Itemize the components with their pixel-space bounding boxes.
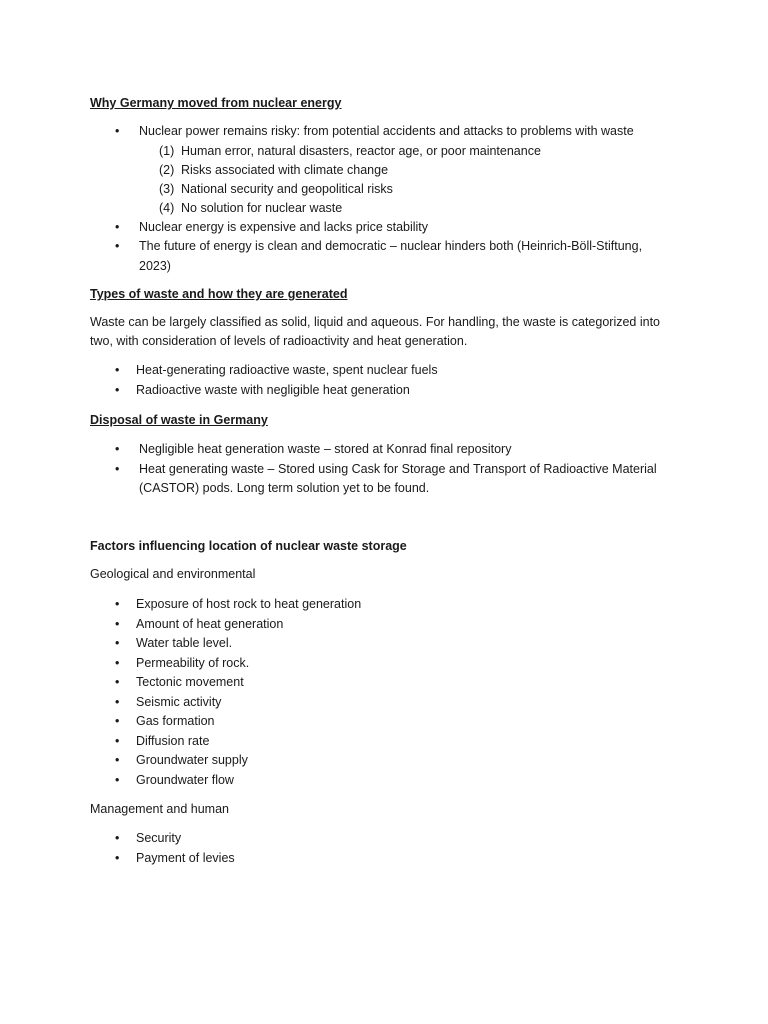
- list-item: [0, 595, 656, 615]
- bullet-icon: •: [115, 772, 120, 787]
- list-item: [139, 199, 659, 218]
- list-item-text: Groundwater supply: [136, 753, 248, 767]
- list-item-text: No solution for nuclear waste: [181, 200, 343, 215]
- list-item-text: Seismic activity: [136, 694, 222, 709]
- list-item: [0, 460, 659, 499]
- subsection-label-management: Management and human: [90, 802, 229, 816]
- list-item-text: Nuclear power remains risky: from potential accidents and attacks to problems with waste: [139, 124, 634, 138]
- list-item-text: Heat generating waste – Stored using Cask for Storage and Transport of Radioactive Material (CASTOR) pods. Long term solution yet to be found.: [139, 461, 657, 495]
- list-item: [0, 218, 659, 238]
- list-item-text: Diffusion rate: [136, 733, 210, 748]
- waste-types-list: [0, 361, 656, 400]
- list-number: (1): [159, 143, 175, 158]
- list-item: [0, 771, 656, 791]
- numbered-sublist: [139, 142, 659, 218]
- bullet-icon: •: [115, 461, 120, 476]
- waste-classification-paragraph: Waste can be largely classified as solid, liquid and aqueous. For handling, the waste is categorized into two, with consideration of levels of radioactivity and heat generation.: [90, 315, 661, 348]
- list-item: [139, 161, 659, 180]
- list-item-text: Risks associated with climate change: [181, 162, 389, 177]
- bullet-icon: •: [115, 363, 120, 377]
- list-item: [139, 180, 659, 199]
- list-item: [0, 440, 659, 460]
- bullet-icon: •: [115, 239, 120, 253]
- bullet-icon: •: [115, 733, 120, 748]
- bullet-icon: •: [115, 616, 120, 631]
- list-item: [0, 751, 656, 771]
- list-item: [0, 654, 656, 674]
- list-item: [0, 615, 656, 635]
- list-number: (4): [159, 200, 175, 215]
- list-item-text: Nuclear energy is expensive and lacks price stability: [139, 219, 429, 234]
- list-item: [0, 673, 656, 693]
- bullet-icon: •: [115, 597, 120, 611]
- list-item-text: Gas formation: [136, 714, 215, 728]
- bullet-icon: •: [115, 714, 120, 728]
- section-heading-disposal: Disposal of waste in Germany: [90, 413, 268, 427]
- list-item: [0, 361, 656, 381]
- list-item: [0, 712, 656, 732]
- list-item-text: Negligible heat generation waste – stored at Konrad final repository: [139, 442, 512, 456]
- bullet-icon: •: [115, 655, 120, 670]
- list-item: [0, 732, 656, 752]
- section-heading-waste-types: Types of waste and how they are generated: [90, 287, 348, 301]
- list-item-text: Tectonic movement: [136, 675, 244, 689]
- list-number: (3): [159, 181, 175, 196]
- list-item: [0, 237, 659, 276]
- list-item-text: Security: [136, 831, 182, 845]
- list-item-text: Heat-generating radioactive waste, spent nuclear fuels: [136, 363, 438, 377]
- list-item-text: Payment of levies: [136, 850, 235, 865]
- bullet-icon: •: [115, 850, 120, 865]
- list-number: (2): [159, 162, 175, 177]
- list-item-text: Exposure of host rock to heat generation: [136, 597, 362, 611]
- reasons-list: [0, 122, 659, 276]
- bullet-icon: •: [115, 124, 120, 138]
- list-item: [0, 122, 659, 218]
- list-item: [139, 142, 659, 161]
- disposal-list: [0, 440, 659, 499]
- list-item: [0, 829, 656, 849]
- management-factors-list: [0, 829, 656, 868]
- section-heading-location-factors: Factors influencing location of nuclear waste storage: [90, 539, 407, 553]
- bullet-icon: •: [115, 675, 120, 689]
- bullet-icon: •: [115, 442, 120, 456]
- list-item-text: Radioactive waste with negligible heat generation: [136, 382, 410, 397]
- subsection-label-geological: Geological and environmental: [90, 567, 256, 581]
- list-item-text: National security and geopolitical risks: [181, 181, 393, 196]
- list-item-text: Human error, natural disasters, reactor age, or poor maintenance: [181, 143, 541, 158]
- list-item: [0, 381, 656, 401]
- list-item-text: The future of energy is clean and democratic – nuclear hinders both (Heinrich-Böll-Stiftung, 2023): [139, 239, 643, 273]
- geological-factors-list: [0, 595, 656, 790]
- bullet-icon: •: [115, 831, 120, 845]
- bullet-icon: •: [115, 636, 120, 650]
- list-item-text: Permeability of rock.: [136, 655, 250, 670]
- section-heading-why-germany: Why Germany moved from nuclear energy: [90, 96, 342, 110]
- list-item-text: Water table level.: [136, 636, 233, 650]
- list-item: [0, 849, 656, 869]
- bullet-icon: •: [115, 694, 120, 709]
- list-item: [0, 693, 656, 713]
- bullet-icon: •: [115, 753, 120, 767]
- bullet-icon: •: [115, 382, 120, 397]
- list-item-text: Groundwater flow: [136, 772, 234, 787]
- list-item: [0, 634, 656, 654]
- bullet-icon: •: [115, 219, 120, 234]
- list-item-text: Amount of heat generation: [136, 616, 284, 631]
